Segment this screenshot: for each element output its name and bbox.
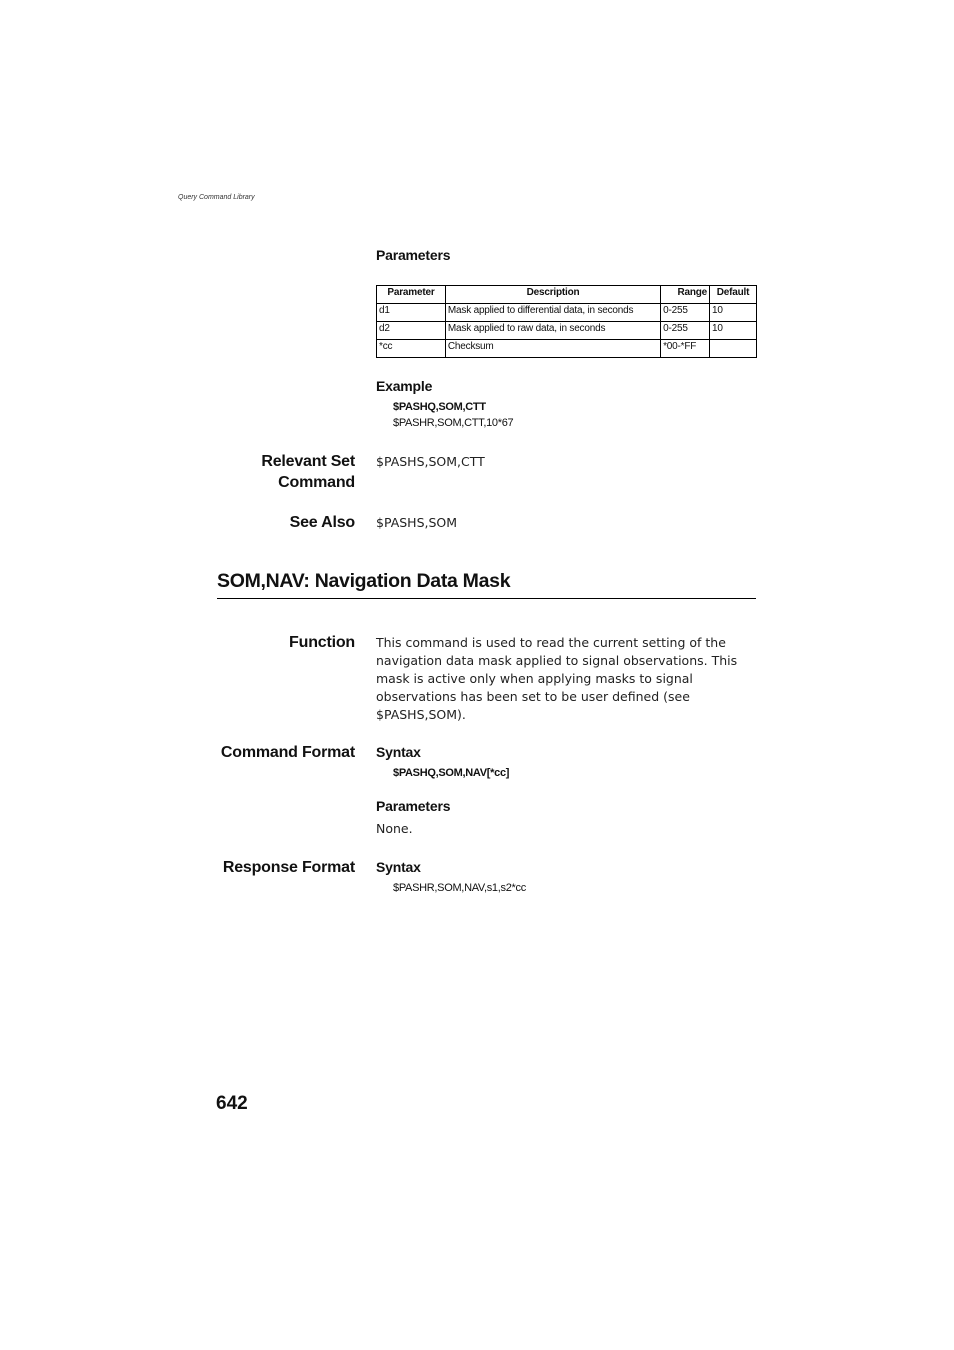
command-format-label: Command Format (220, 744, 355, 761)
example-heading: Example (376, 378, 433, 394)
table-cell: 0-255 (661, 322, 710, 340)
table-cell: d2 (377, 322, 446, 340)
parameters-heading-2: Parameters (376, 798, 451, 814)
relevant-set-value: $PASHS,SOM,CTT (376, 454, 485, 469)
response-syntax-heading: Syntax (376, 859, 421, 875)
relevant-set-label-line1: Relevant Set (261, 453, 355, 470)
section-rule (217, 598, 756, 599)
table-cell: Checksum (445, 340, 660, 358)
table-row (377, 322, 757, 340)
relevant-set-label-line2: Command (278, 474, 355, 491)
command-syntax: $PASHQ,SOM,NAV[*cc] (393, 767, 510, 779)
table-row (377, 304, 757, 322)
table-cell: *cc (377, 340, 446, 358)
table-cell: *00-*FF (661, 340, 710, 358)
table-cell (710, 340, 757, 358)
header-range: Range (661, 286, 710, 304)
running-head: Query Command Library (178, 194, 255, 201)
header-description: Description (445, 286, 660, 304)
see-also-value: $PASHS,SOM (376, 515, 458, 530)
page-number: 642 (216, 1093, 248, 1114)
table-cell: 10 (710, 304, 757, 322)
table-cell: Mask applied to differential data, in seconds (445, 304, 660, 322)
header-parameter: Parameter (377, 286, 446, 304)
example-query: $PASHQ,SOM,CTT (393, 401, 486, 413)
function-text: This command is used to read the current setting of the navigation data mask applied to signal observations. This mask is active only when applying masks to signal observations has been set to be user defined (see $PASHS,SOM). (376, 635, 738, 722)
parameters-text: None. (376, 821, 413, 836)
table-cell: 0-255 (661, 304, 710, 322)
relevant-set-label (155, 451, 355, 493)
response-syntax: $PASHR,SOM,NAV,s1,s2*cc (393, 882, 526, 894)
syntax-heading: Syntax (376, 744, 421, 760)
header-default: Default (710, 286, 757, 304)
parameters-table (376, 285, 757, 358)
section-title: SOM,NAV: Navigation Data Mask (217, 570, 511, 592)
table-cell: Mask applied to raw data, in seconds (445, 322, 660, 340)
see-also-label: See Also (289, 514, 355, 531)
example-response: $PASHR,SOM,CTT,10*67 (393, 417, 514, 429)
table-header-row (377, 286, 757, 304)
table-cell: 10 (710, 322, 757, 340)
function-label: Function (289, 634, 355, 651)
response-format-label: Response Format (222, 859, 355, 876)
table-cell: d1 (377, 304, 446, 322)
parameters-heading: Parameters (376, 247, 451, 263)
table-row (377, 340, 757, 358)
